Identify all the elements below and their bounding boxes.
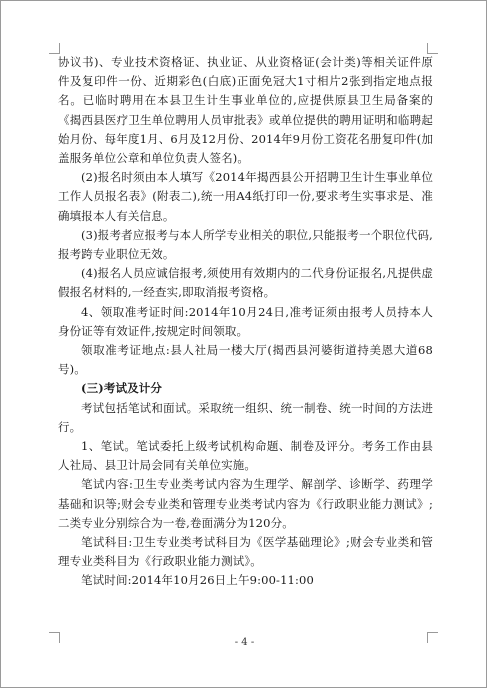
- paragraph-exam-time: 笔试时间:2014年10月26日上午9:00-11:00: [81, 573, 314, 588]
- paragraph-application-documents: 协议书)、专业技术资格证、执业证、从业资格证(会计类)等相关证件原件及复印件一份、近期彩色(白底)正面免冠大1寸相片2张到指定地点报名。已临时聘用在本县卫生计生事业单位的,应提供原县卫生局备案的《揭西县医疗卫生单位聘用人员审批表》或单位提供的聘用证明和临聘起始月份、每年度1月、6月及12月份、2014年9月份工资花名册复印件(加盖服务单位公章和单位负责人签名)。: [58, 55, 433, 166]
- paragraph-exam-overview: 考试包括笔试和面试。采取统一组织、统一制卷、统一时间的方法进行。: [58, 400, 433, 434]
- paragraph-admission-ticket-location: 领取准考证地点:县人社局一楼大厅(揭西县河婆街道持美恩大道68号)。: [58, 343, 433, 377]
- paragraph-position-selection: (3)报考者应报考与本人所学专业相关的职位,只能报考一个职位代码,报考跨专业职位无效。: [58, 227, 433, 262]
- paragraph-registration-form: (2)报名时须由本人填写《2014年揭西县公开招聘卫生计生事业单位工作人员报名表》(附表二),统一用A4纸打印一份,要求考生实事求是、准确填报本人有关信息。: [58, 170, 433, 223]
- paragraph-admission-ticket-time: 4、领取准考证时间:2014年10月24日,准考证须由报考人员持本人身份证等有效证件,按规定时间领取。: [58, 304, 433, 338]
- paragraph-exam-content: 笔试内容:卫生专业类考试内容为生理学、解剖学、诊断学、药理学基础和识等;财会专业类和管理专业类考试内容为《行政职业能力测试》;二类专业分别综合为一卷,卷面满分为120分。: [58, 477, 433, 530]
- paragraph-written-exam: 1、笔试。笔试委托上级考试机构命题、制卷及评分。考务工作由县人社局、县卫计局会同有关单位实施。: [58, 439, 433, 473]
- document-body: [58, 53, 433, 591]
- page-number: - 4 -: [234, 637, 255, 648]
- paragraph-exam-subjects: 笔试科目:卫生专业类考试科目为《医学基础理论》;财会专业类和管理专业类科目为《行政职业能力测试》。: [58, 535, 433, 569]
- section-heading-exam-scoring: (三)考试及计分: [81, 381, 163, 396]
- paragraph-integrity: (4)报名人员应诚信报考,须使用有效期内的二代身份证报名,凡提供虚假报名材料的,一经查实,即取消报考资格。: [58, 266, 433, 300]
